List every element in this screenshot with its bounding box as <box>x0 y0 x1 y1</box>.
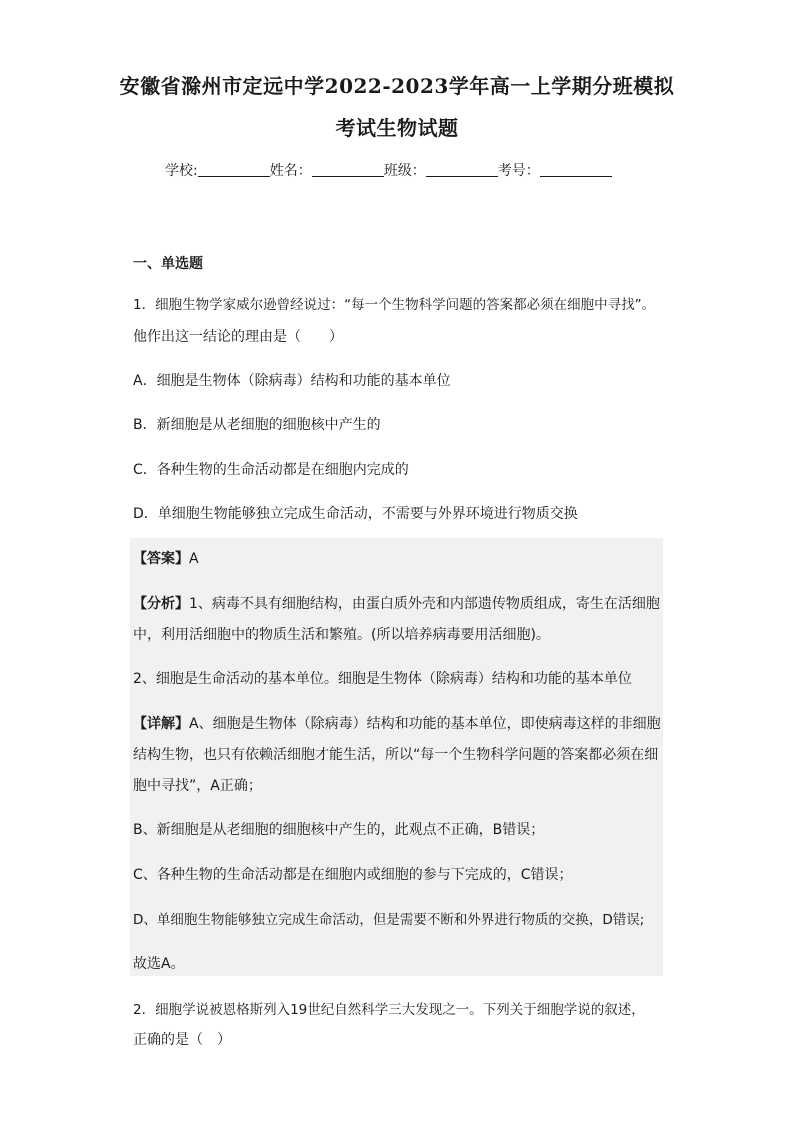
document-title-line2: 考试生物试题 <box>335 116 459 140</box>
q1-option-c: C．各种生物的生命活动都是在细胞内完成的 <box>133 462 409 478</box>
name-label: 姓名： <box>269 163 312 179</box>
analysis-text: 1、病毒不具有细胞结构，由蛋白质外壳和内部遗传物质组成，寄生在活细胞 <box>189 596 660 612</box>
student-info-row <box>165 160 612 180</box>
q1-analysis-line3: 2、细胞是生命活动的基本单位。细胞是生物体（除病毒）结构和功能的基本单位 <box>133 671 632 687</box>
name-blank[interactable] <box>312 162 384 177</box>
q1-answer <box>133 548 199 568</box>
q1-detail-line6: D、单细胞生物能够独立完成生命活动，但是需要不断和外界进行物质的交换，D错误; <box>133 912 645 928</box>
q1-analysis-line2: 中，利用活细胞中的物质生活和繁殖。(所以培养病毒要用活细胞)。 <box>133 627 550 643</box>
class-label: 班级： <box>383 163 426 179</box>
class-blank[interactable] <box>426 162 498 177</box>
answer-label: 【答案】 <box>133 551 189 567</box>
q2-stem-line2: 正确的是（ ） <box>133 1032 231 1048</box>
exam-no-blank[interactable] <box>540 162 612 177</box>
q2-stem-line1: 2．细胞学说被恩格斯列入19世纪自然科学三大发现之一。下列关于细胞学说的叙述， <box>133 1002 645 1018</box>
q1-detail-line2: 结构生物，也只有依赖活细胞才能生活，所以“每一个生物科学问题的答案都必须在细 <box>133 747 659 763</box>
detail-label: 【详解】 <box>133 716 189 732</box>
school-blank[interactable] <box>198 162 270 177</box>
answer-value: A <box>189 551 199 567</box>
document-title-line1: 安徽省滁州市定远中学2022-2023学年高一上学期分班模拟 <box>119 74 675 98</box>
q1-detail-line3: 胞中寻找”，A正确； <box>133 778 262 794</box>
q1-conclusion: 故选A。 <box>133 956 185 972</box>
section-title: 一、单选题 <box>133 256 203 272</box>
q1-detail-line5: C、各种生物的生命活动都是在细胞内或细胞的参与下完成的，C错误； <box>133 867 573 883</box>
exam-no-label: 考号： <box>497 163 540 179</box>
q1-detail-line4: B、新细胞是从老细胞的细胞核中产生的，此观点不正确，B错误； <box>133 822 545 838</box>
school-label: 学校: <box>165 163 198 179</box>
q1-detail-line1 <box>133 713 661 733</box>
analysis-label: 【分析】 <box>133 596 189 612</box>
q1-stem-line2: 他作出这一结论的理由是（ ） <box>133 329 343 345</box>
q1-option-b: B．新细胞是从老细胞的细胞核中产生的 <box>133 417 381 433</box>
q1-stem-line1: 1．细胞生物学家威尔逊曾经说过：“每一个生物科学问题的答案都必须在细胞中寻找”。 <box>133 297 656 313</box>
q1-analysis-line1 <box>133 593 660 613</box>
q1-option-a: A．细胞是生物体（除病毒）结构和功能的基本单位 <box>133 373 451 389</box>
detail-text: A、细胞是生物体（除病毒）结构和功能的基本单位，即使病毒这样的非细胞 <box>189 716 661 732</box>
q1-option-d: D．单细胞生物能够独立完成生命活动，不需要与外界环境进行物质交换 <box>133 506 578 522</box>
